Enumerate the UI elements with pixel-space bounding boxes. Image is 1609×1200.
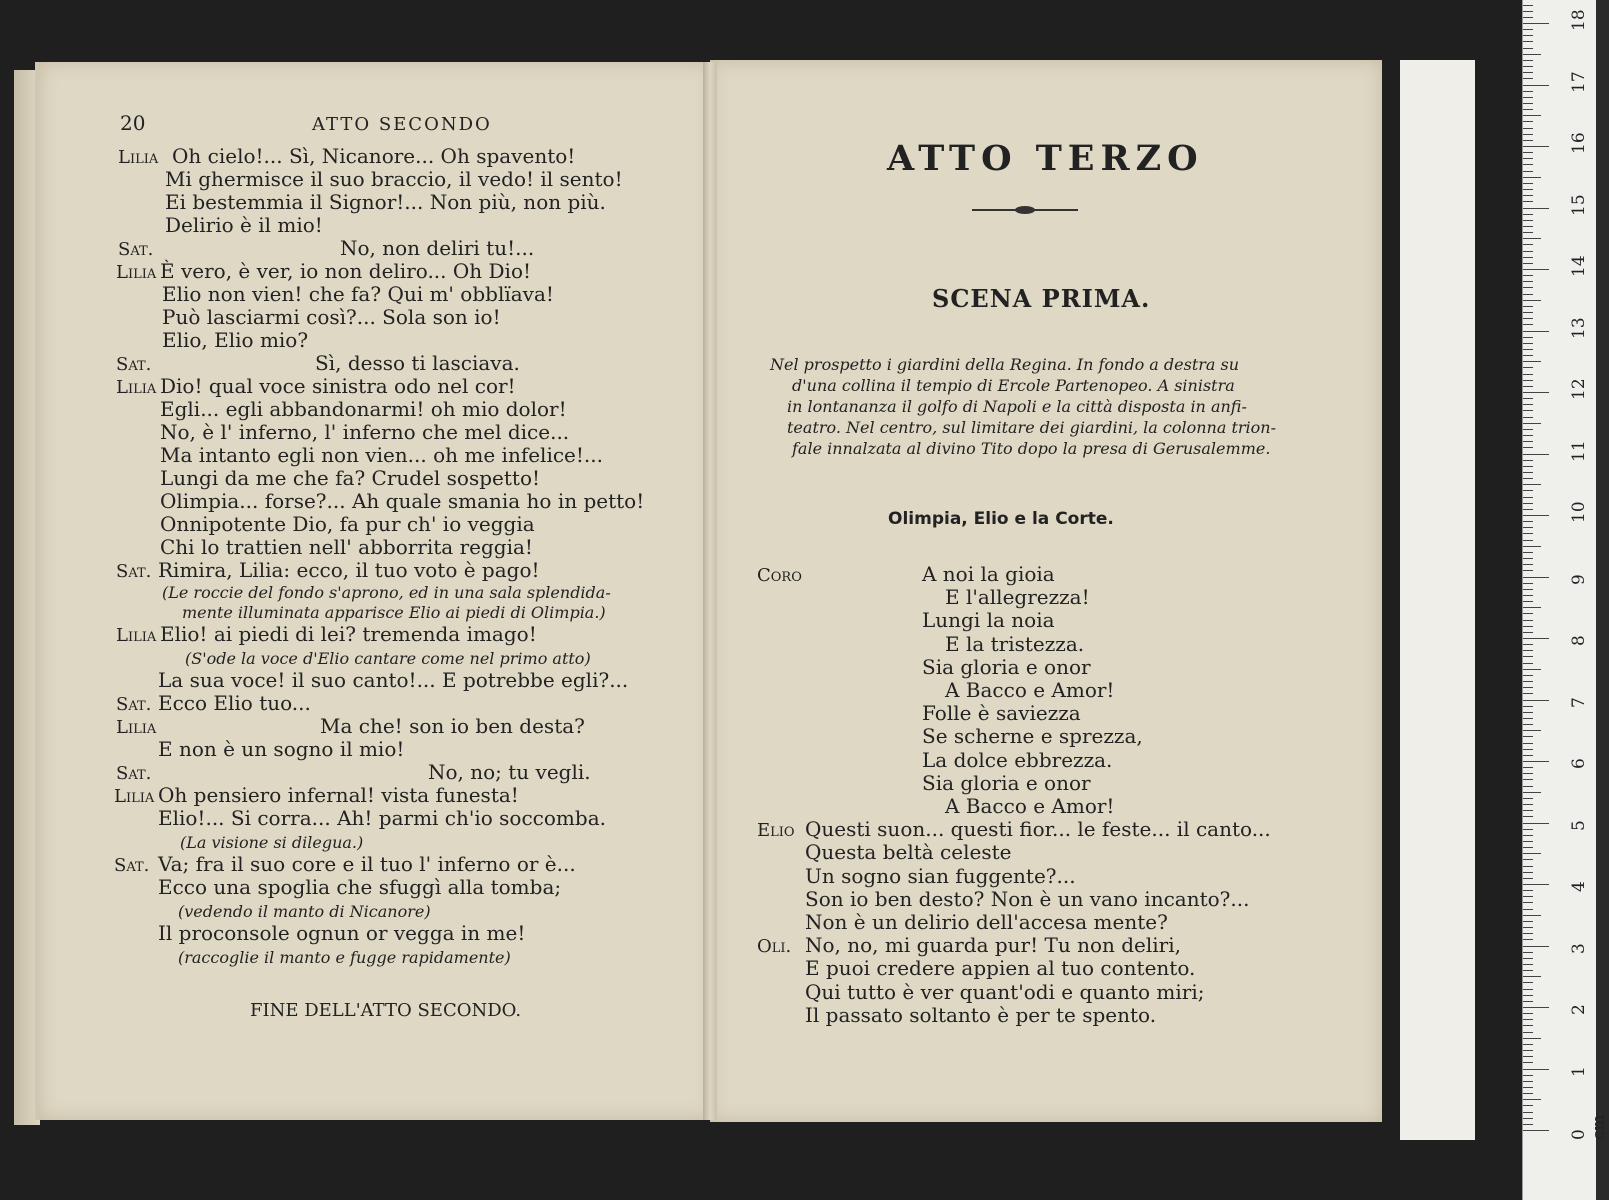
ruler-tick	[1523, 232, 1533, 233]
verse-line: Elio! ai piedi di lei? tremenda imago!	[160, 622, 537, 646]
stage-direction-line: Nel prospetto i giardini della Regina. In fondo a destra su	[770, 355, 1240, 374]
ruler-tick	[1523, 164, 1533, 165]
ruler-tick	[1523, 201, 1533, 202]
speaker-name: Sat.	[116, 763, 152, 784]
ruler-tick	[1523, 878, 1533, 879]
ruler-number: 9	[1569, 573, 1589, 585]
ruler-tick	[1523, 841, 1533, 842]
ruler-tick	[1523, 970, 1533, 971]
ruler-tick	[1523, 337, 1533, 338]
ruler-tick	[1523, 195, 1533, 196]
ruler-tick	[1523, 343, 1533, 344]
ruler-tick	[1523, 497, 1533, 498]
ruler-number: 17	[1569, 70, 1589, 93]
ruler-tick	[1523, 1056, 1533, 1057]
ruler-tick	[1523, 927, 1533, 928]
ruler-tick	[1523, 632, 1533, 633]
paper-mat	[1400, 60, 1475, 1140]
ruler-tick	[1523, 251, 1533, 252]
ruler-tick	[1523, 736, 1533, 737]
verse-line: Ecco Elio tuo...	[158, 691, 311, 715]
verse-line: E la tristezza.	[945, 631, 1085, 656]
ruler-tick	[1523, 810, 1533, 811]
ruler-tick	[1523, 1062, 1533, 1063]
ruler-tick	[1523, 1112, 1533, 1113]
ruler-tick	[1523, 1050, 1533, 1051]
ruler-tick	[1523, 490, 1533, 491]
stage-direction-line: (raccoglie il manto e fugge rapidamente)	[178, 948, 511, 967]
verse-line: No, è l' inferno, l' inferno che mel dice...	[160, 420, 570, 444]
ruler-tick	[1523, 244, 1533, 245]
ruler-tick	[1523, 964, 1533, 965]
speaker-name: Lilia	[114, 786, 155, 807]
ruler-tick	[1523, 1099, 1541, 1100]
ruler-tick	[1523, 460, 1533, 461]
ruler-tick	[1523, 1019, 1533, 1020]
ruler-tick	[1523, 509, 1533, 510]
stage-direction-line: d'una collina il tempio di Ercole Partenopeo. A sinistra	[792, 376, 1235, 395]
ruler-tick	[1523, 724, 1533, 725]
running-head: ATTO SECONDO	[312, 114, 492, 135]
ruler-tick	[1523, 595, 1533, 596]
ruler-tick	[1523, 183, 1533, 184]
ruler-tick	[1523, 441, 1533, 442]
speaker-name: Sat.	[116, 354, 152, 375]
verse-line: Elio non vien! che fa? Qui m' obblïava!	[162, 282, 554, 306]
ruler-tick	[1523, 503, 1533, 504]
verse-line: Può lasciarmi così?... Sola son io!	[162, 305, 501, 329]
ruler-tick	[1523, 786, 1533, 787]
ruler-tick	[1523, 687, 1533, 688]
ruler-tick	[1523, 564, 1533, 565]
speaker-name: Sat.	[116, 561, 152, 582]
verse-line: Questa beltà celeste	[805, 840, 1012, 865]
scene-title: SCENA PRIMA.	[932, 284, 1151, 313]
verse-line: Ma intanto egli non vien... oh me infelice!...	[160, 443, 603, 467]
ruler-tick	[1523, 946, 1549, 947]
ruler-tick	[1523, 361, 1541, 362]
measuring-ruler	[1522, 0, 1609, 1200]
ruler-tick	[1523, 656, 1533, 657]
ruler-tick	[1523, 779, 1533, 780]
ruler-tick	[1523, 214, 1533, 215]
ruler-tick	[1523, 355, 1533, 356]
ruler-tick	[1523, 921, 1533, 922]
ruler-tick	[1523, 189, 1533, 190]
ruler-tick	[1523, 140, 1533, 141]
verse-line: Ma che! son io ben desta?	[320, 714, 585, 738]
ruler-tick	[1523, 1001, 1533, 1002]
ruler-tick	[1523, 515, 1549, 516]
ruler-tick	[1523, 995, 1533, 996]
ruler-tick	[1523, 558, 1533, 559]
stage-direction-line: mente illuminata apparisce Elio ai piedi di Olimpia.)	[182, 603, 606, 622]
ruler-tick	[1523, 663, 1533, 664]
verse-line: Il passato soltanto è per te spento.	[805, 1002, 1157, 1027]
ruler-tick	[1523, 257, 1533, 258]
ruler-tick	[1523, 275, 1533, 276]
ruler-tick	[1523, 324, 1533, 325]
ruler-number: 16	[1569, 132, 1589, 154]
verse-line: A Bacco e Amor!	[945, 794, 1115, 818]
ruler-tick	[1523, 835, 1533, 836]
ruler-tick	[1523, 177, 1541, 178]
ruler-tick	[1523, 583, 1533, 584]
ruler-tick	[1523, 66, 1533, 67]
verse-line: Sia gloria e onor	[922, 770, 1091, 795]
ruler-tick	[1523, 78, 1533, 79]
speaker-name: Coro	[757, 565, 802, 586]
ruler-tick	[1523, 220, 1533, 221]
speaker-name: Oli.	[757, 936, 792, 958]
ruler-number: 3	[1569, 942, 1589, 954]
ruler-unit-label: 0 cm	[1569, 1114, 1609, 1140]
ruler-tick	[1523, 577, 1549, 578]
verse-line: Mi ghermisce il suo braccio, il vedo! il sento!	[165, 167, 623, 191]
ruler-tick	[1523, 1032, 1533, 1033]
verse-line: Rimira, Lilia: ecco, il tuo voto è pago!	[158, 558, 540, 582]
ruler-tick	[1523, 939, 1533, 940]
ruler-tick	[1523, 121, 1533, 122]
ruler-number: 8	[1569, 635, 1589, 646]
ruler-tick	[1523, 294, 1533, 295]
ruler-tick	[1523, 958, 1533, 959]
ruler-tick	[1523, 1044, 1533, 1045]
verse-line: Chi lo trattien nell' abborrita reggia!	[160, 535, 533, 559]
speaker-name: Lilia	[116, 625, 157, 646]
ruler-tick	[1523, 1025, 1533, 1026]
ruler-tick	[1523, 1038, 1541, 1039]
ruler-tick	[1523, 976, 1541, 977]
ruler-tick	[1523, 472, 1533, 473]
ruler-tick	[1523, 902, 1533, 903]
verse-line: Se scherne e sprezza,	[922, 724, 1143, 749]
ruler-tick	[1523, 410, 1533, 411]
verse-line: Folle è saviezza	[922, 701, 1081, 726]
ruler-tick	[1523, 60, 1533, 61]
ruler-tick	[1523, 823, 1549, 824]
ruler-tick	[1523, 884, 1549, 885]
ruler-number: 15	[1569, 193, 1589, 216]
ruler-tick	[1523, 853, 1541, 854]
ruler-tick	[1523, 423, 1541, 424]
ruler-number: 1	[1569, 1065, 1589, 1077]
ruler-number: 5	[1569, 819, 1589, 831]
ruler-tick	[1523, 1130, 1549, 1131]
ruler-tick	[1523, 23, 1549, 24]
speaker-name: Lilia	[116, 717, 157, 738]
ruler-tick	[1523, 613, 1533, 614]
ruler-tick	[1523, 896, 1533, 897]
verse-line: È vero, è ver, io non deliro... Oh Dio!	[160, 259, 532, 283]
verse-line: Son io ben desto? Non è un vano incanto?...	[805, 886, 1250, 911]
ruler-tick	[1523, 816, 1533, 817]
ruler-tick	[1523, 429, 1533, 430]
ruler-tick	[1523, 859, 1533, 860]
speaker-name: Lilia	[118, 147, 159, 168]
ruler-tick	[1523, 103, 1533, 104]
ruler-tick	[1523, 552, 1533, 553]
verse-line: A noi la gioia	[922, 562, 1055, 586]
ruler-tick	[1523, 281, 1533, 282]
ruler-tick	[1523, 331, 1549, 332]
verse-line: No, no, mi guarda pur! Tu non deliri,	[805, 933, 1181, 958]
ruler-tick	[1523, 1118, 1533, 1119]
ruler-tick	[1523, 171, 1533, 172]
ruler-tick	[1523, 952, 1533, 953]
ruler-tick	[1523, 933, 1533, 934]
ruler-tick	[1523, 1081, 1533, 1082]
ruler-tick	[1523, 675, 1533, 676]
ruler-tick	[1523, 620, 1533, 621]
ruler-tick	[1523, 693, 1533, 694]
ruler-tick	[1523, 386, 1533, 387]
ruler-tick	[1523, 773, 1533, 774]
verse-line: Sia gloria e onor	[922, 654, 1091, 679]
ruler-tick	[1523, 349, 1533, 350]
ruler-tick	[1523, 638, 1549, 639]
verse-line: Un sogno sian fuggente?...	[805, 863, 1076, 888]
ruler-tick	[1523, 644, 1533, 645]
ruler-tick	[1523, 367, 1533, 368]
stage-direction-line: teatro. Nel centro, sul limitare dei giardini, la colonna trion-	[787, 418, 1277, 437]
ruler-tick	[1523, 29, 1533, 30]
ruler-tick	[1523, 146, 1549, 147]
ruler-tick	[1523, 767, 1533, 768]
verse-line: Ei bestemmia il Signor!... Non più, non più.	[165, 190, 606, 214]
verse-line: Sì, desso ti lasciava.	[315, 351, 520, 375]
ruler-tick	[1523, 521, 1533, 522]
ruler-number: 6	[1569, 758, 1589, 769]
ruler-tick	[1523, 85, 1549, 86]
verse-line: Oh cielo!... Sì, Nicanore... Oh spavento!	[172, 144, 576, 168]
ruler-tick	[1523, 17, 1533, 18]
ruler-tick	[1523, 804, 1533, 805]
ruler-tick	[1523, 478, 1533, 479]
ruler-tick	[1523, 872, 1533, 873]
verse-line: Olimpia... forse?... Ah quale smania ho in petto!	[160, 489, 645, 513]
ruler-tick	[1523, 700, 1549, 701]
ruler-tick	[1523, 72, 1533, 73]
ruler-number: 13	[1569, 316, 1589, 339]
verse-line: Va; fra il suo core e il tuo l' inferno or è...	[158, 852, 576, 876]
verse-line: Qui tutto è ver quant'odi e quanto miri;	[805, 979, 1205, 1004]
ruler-tick	[1523, 681, 1533, 682]
ruler-tick	[1523, 152, 1533, 153]
ruler-tick	[1523, 300, 1541, 301]
ruler-tick	[1523, 11, 1533, 12]
verse-line: Non è un delirio dell'accesa mente?	[805, 910, 1168, 934]
stage-direction-line: (S'ode la voce d'Elio cantare come nel primo atto)	[185, 649, 591, 668]
ruler-tick	[1523, 1093, 1533, 1094]
ruler-tick	[1523, 35, 1533, 36]
ruler-tick	[1523, 589, 1533, 590]
ruler-tick	[1523, 115, 1541, 116]
ruler-tick	[1523, 484, 1541, 485]
verse-line: Dio! qual voce sinistra odo nel cor!	[160, 374, 516, 398]
ruler-tick	[1523, 1069, 1549, 1070]
ruler-tick	[1523, 417, 1533, 418]
verse-line: Questi suon... questi fior... le feste... il canto...	[805, 817, 1271, 842]
ruler-number: 14	[1569, 255, 1589, 277]
ruler-tick	[1523, 1087, 1533, 1088]
ruler-tick	[1523, 792, 1541, 793]
ruler-tick	[1523, 982, 1533, 983]
ruler-tick	[1523, 626, 1533, 627]
ruler-tick	[1523, 909, 1533, 910]
ruler-tick	[1523, 128, 1533, 129]
verse-line: La dolce ebbrezza.	[922, 747, 1113, 772]
stage-direction-line: (La visione si dilegua.)	[180, 833, 364, 852]
page-number: 20	[120, 111, 146, 135]
stage-direction-line: (Le roccie del fondo s'aprono, ed in una sala splendida-	[162, 583, 611, 602]
verse-line: Egli... egli abbandonarmi! oh mio dolor!	[160, 397, 567, 421]
ruler-tick	[1523, 48, 1533, 49]
ruler-tick	[1523, 392, 1549, 393]
ruler-tick	[1523, 1007, 1549, 1008]
ruler-tick	[1523, 798, 1533, 799]
characters-line: Olimpia, Elio e la Corte.	[888, 509, 1114, 529]
ruler-tick	[1523, 41, 1533, 42]
ruler-tick	[1523, 570, 1533, 571]
ruler-tick	[1523, 404, 1533, 405]
verse-line: Il proconsole ognun or vegga in me!	[158, 921, 526, 945]
verse-line: Lungi la noia	[922, 608, 1055, 633]
ruler-tick	[1523, 743, 1533, 744]
speaker-name: Sat.	[114, 855, 150, 876]
speaker-name: Lilia	[116, 377, 157, 398]
verse-line: E puoi credere appien al tuo contento.	[805, 956, 1196, 981]
ruler-tick	[1523, 533, 1533, 534]
ruler-tick	[1523, 306, 1533, 307]
verse-line: E l'allegrezza!	[945, 585, 1090, 610]
ruler-tick	[1523, 546, 1541, 547]
ruler-number: 4	[1569, 881, 1589, 892]
verse-line: No, non deliri tu!...	[340, 236, 535, 260]
ruler-tick	[1523, 374, 1533, 375]
book-gutter	[703, 62, 717, 1120]
ruler-tick	[1523, 1124, 1533, 1125]
ruler-tick	[1523, 755, 1533, 756]
ruler-tick	[1523, 318, 1533, 319]
ruler-tick	[1523, 91, 1533, 92]
verse-line: Lungi da me che fa? Crudel sospetto!	[160, 466, 541, 490]
ruler-tick	[1523, 527, 1533, 528]
ruler-number: 2	[1569, 1004, 1589, 1015]
verse-line: A Bacco e Amor!	[945, 678, 1115, 702]
ruler-tick	[1523, 749, 1533, 750]
ruler-number: 18	[1569, 9, 1589, 31]
end-of-act: FINE DELL'ATTO SECONDO.	[250, 1000, 522, 1021]
speaker-name: Elio	[757, 820, 795, 842]
ruler-tick	[1523, 601, 1533, 602]
ruler-number: 12	[1569, 378, 1589, 400]
ruler-tick	[1523, 1075, 1533, 1076]
verse-line: Elio!... Si corra... Ah! parmi ch'io soccomba.	[158, 806, 606, 830]
ruler-tick	[1523, 312, 1533, 313]
ruler-tick	[1523, 890, 1533, 891]
speaker-name: Sat.	[116, 694, 152, 715]
verse-line: La sua voce! il suo canto!... E potrebbe egli?...	[158, 668, 629, 692]
verse-line: No, no; tu vegli.	[428, 760, 591, 784]
ruler-tick	[1523, 866, 1533, 867]
stage-direction-line: (vedendo il manto di Nicanore)	[178, 902, 431, 921]
verse-line: Ecco una spoglia che sfuggì alla tomba;	[158, 875, 562, 899]
ruler-tick	[1523, 669, 1541, 670]
ruler-tick	[1523, 466, 1533, 467]
ruler-tick	[1523, 158, 1533, 159]
speaker-name: Lilia	[116, 262, 157, 283]
ruler-tick	[1523, 435, 1533, 436]
verse-line: Elio, Elio mio?	[162, 328, 309, 352]
ruler-tick	[1523, 134, 1533, 135]
act-title: ATTO TERZO	[887, 138, 1204, 179]
ruler-tick	[1523, 269, 1549, 270]
ruler-tick	[1523, 109, 1533, 110]
ruler-tick	[1523, 287, 1533, 288]
speaker-name: Sat.	[118, 239, 154, 260]
ruler-tick	[1523, 730, 1541, 731]
ruler-number: 11	[1569, 439, 1589, 462]
ruler-tick	[1523, 263, 1533, 264]
verse-line: E non è un sogno il mio!	[158, 737, 405, 761]
ruler-tick	[1523, 718, 1533, 719]
verse-line: Oh pensiero infernal! vista funesta!	[158, 783, 519, 807]
ruler-tick	[1523, 238, 1541, 239]
ruler-tick	[1523, 761, 1549, 762]
ruler-tick	[1523, 226, 1533, 227]
verse-line: Onnipotente Dio, fa pur ch' io veggia	[160, 512, 535, 536]
ruler-tick	[1523, 1105, 1533, 1106]
ruler-tick	[1523, 989, 1533, 990]
ruler-tick	[1523, 454, 1549, 455]
stage-direction-line: fale innalzata al divino Tito dopo la presa di Gerusalemme.	[792, 439, 1271, 458]
ruler-tick	[1523, 915, 1541, 916]
ruler-tick	[1523, 1013, 1533, 1014]
ruler-tick	[1523, 706, 1533, 707]
ruler-tick	[1523, 607, 1541, 608]
ruler-tick	[1523, 847, 1533, 848]
ruler-tick	[1523, 380, 1533, 381]
ornament-rule	[972, 209, 1078, 211]
ruler-tick	[1523, 398, 1533, 399]
ruler-tick	[1523, 97, 1533, 98]
ruler-tick	[1523, 650, 1533, 651]
ruler-number: 10	[1569, 501, 1589, 523]
ruler-number: 7	[1569, 696, 1589, 708]
ruler-tick	[1523, 5, 1533, 6]
ruler-tick	[1523, 540, 1533, 541]
ruler-tick	[1523, 447, 1533, 448]
verse-line: Delirio è il mio!	[165, 213, 323, 237]
ruler-tick	[1523, 54, 1541, 55]
ruler-tick	[1523, 208, 1549, 209]
ruler-tick	[1523, 829, 1533, 830]
stage-direction-line: in lontananza il golfo di Napoli e la città disposta in anfi-	[787, 397, 1247, 416]
ruler-tick	[1523, 712, 1533, 713]
